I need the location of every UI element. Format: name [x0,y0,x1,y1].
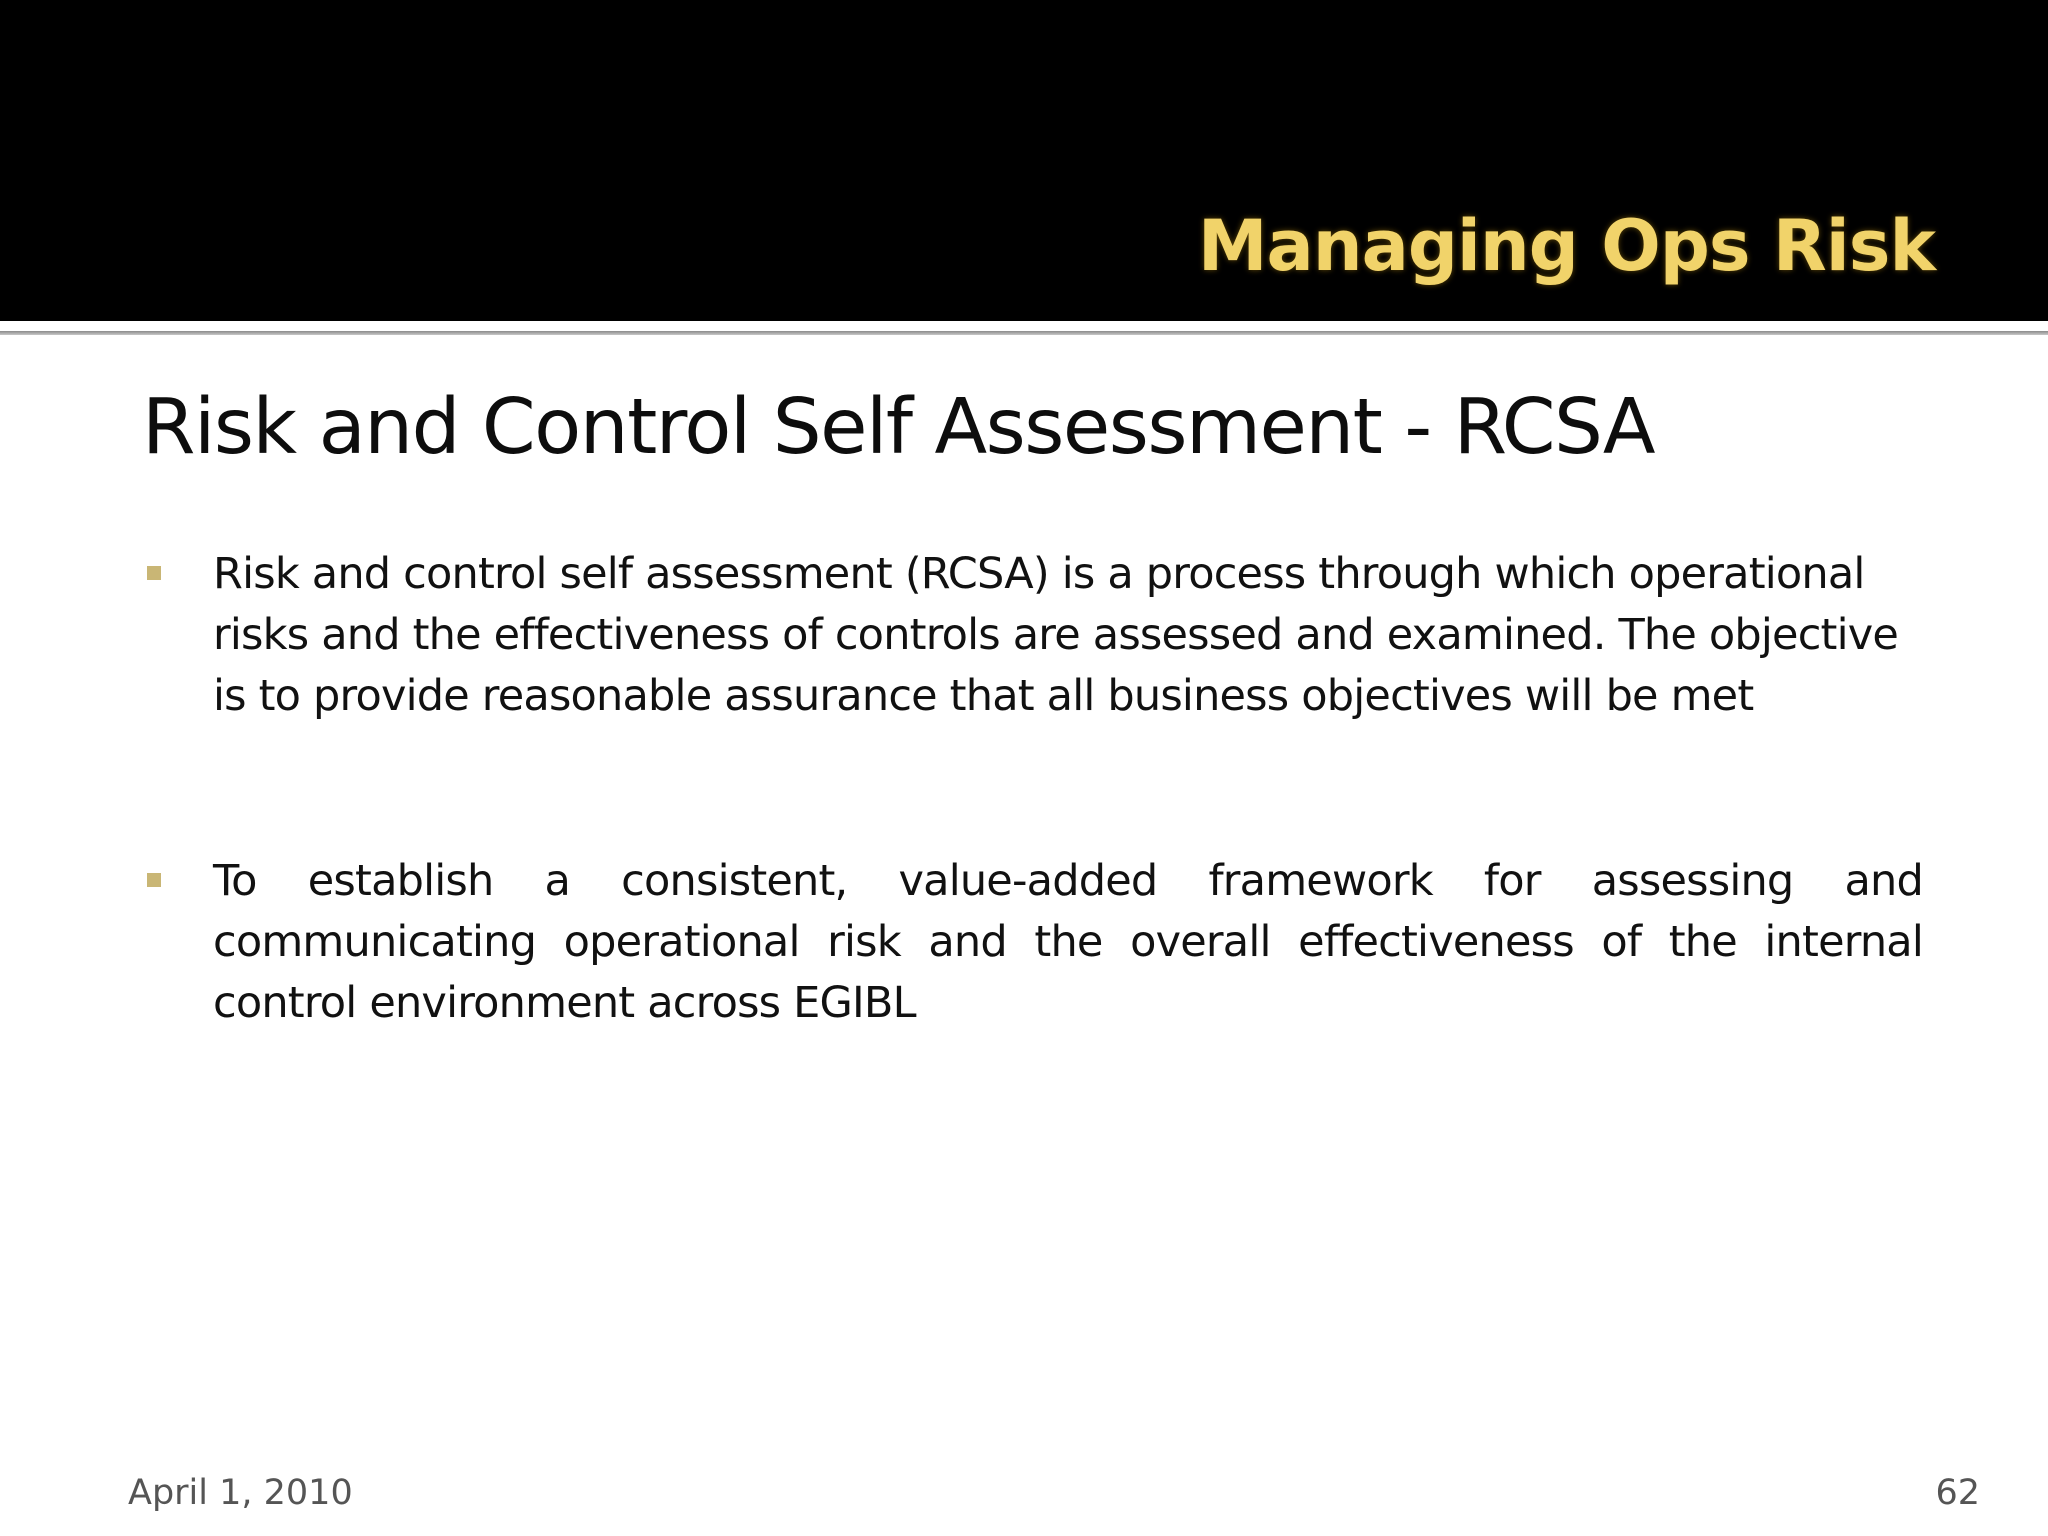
square-bullet-icon [147,873,161,887]
bullet-item [213,851,1923,1034]
header-title: Managing Ops Risk [1197,205,1935,287]
bullet-text: Risk and control self assessment (RCSA) is a process through which operational risks and the effectiveness of controls are assessed and examined. The objective is to provide reasonable assurance that all business objectives will be met [213,549,1899,721]
footer-date: April 1, 2010 [128,1473,353,1513]
header-divider-line [0,331,2048,335]
header-divider-gap [0,321,2048,331]
bullet-text: To establish a consistent, value-added framework for assessing and communicating operational risk and the overall effectiveness of the internal control environment across EGIBL [213,856,1923,1028]
square-bullet-icon [147,566,161,580]
slide-heading: Risk and Control Self Assessment - RCSA [142,383,1654,472]
header-band [0,0,2048,321]
page-number: 62 [1935,1473,1980,1513]
bullet-item [213,544,1923,727]
